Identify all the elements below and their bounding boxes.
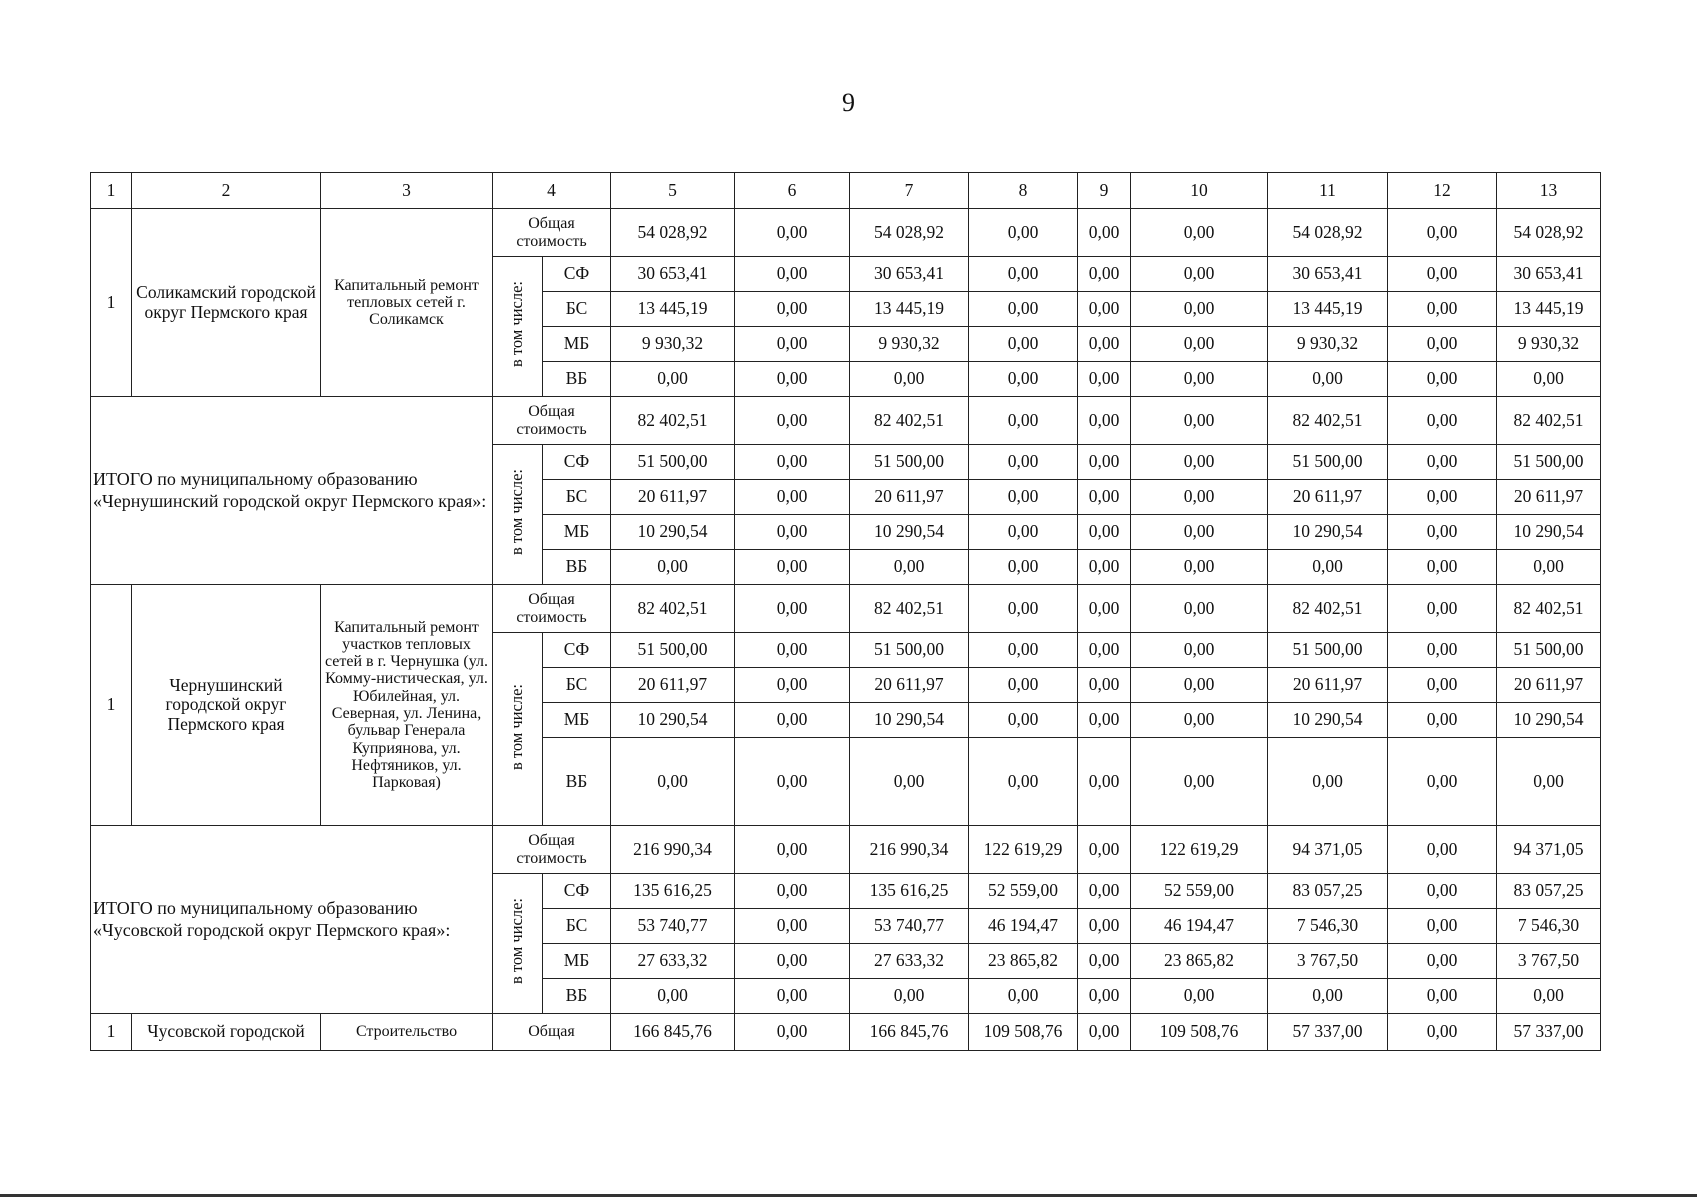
value-cell: 0,00 [1131,480,1268,515]
value-cell: 27 633,32 [850,944,969,979]
value-cell: 54 028,92 [1268,209,1388,257]
value-cell: 0,00 [735,209,850,257]
value-cell: 0,00 [1078,257,1131,292]
value-cell: 53 740,77 [611,909,735,944]
value-cell: 0,00 [969,979,1078,1014]
value-cell: 52 559,00 [1131,874,1268,909]
value-cell: 0,00 [1268,979,1388,1014]
value-cell: 0,00 [1388,397,1497,445]
value-cell: 10 290,54 [1497,515,1601,550]
value-cell: 0,00 [969,327,1078,362]
value-cell: 0,00 [1388,738,1497,826]
municipality-name: Соликамский городской округ Пермского края [132,209,321,397]
value-cell: 7 546,30 [1268,909,1388,944]
table-row [91,397,1601,445]
value-cell: 7 546,30 [1497,909,1601,944]
header-cell: 1 [91,173,132,209]
value-cell: 82 402,51 [1268,397,1388,445]
value-cell: 20 611,97 [611,480,735,515]
header-cell: 11 [1268,173,1388,209]
value-cell: 0,00 [1268,550,1388,585]
value-cell: 166 845,76 [850,1014,969,1051]
value-cell: 135 616,25 [611,874,735,909]
value-cell: 0,00 [735,826,850,874]
value-cell: 0,00 [850,362,969,397]
value-cell: 82 402,51 [1497,585,1601,633]
value-cell: 0,00 [969,480,1078,515]
value-cell: 13 445,19 [850,292,969,327]
work-description: Капитальный ремонт тепловых сетей г. Соликамск [321,209,493,397]
value-cell: 0,00 [1268,738,1388,826]
value-cell: 13 445,19 [1268,292,1388,327]
value-cell: 10 290,54 [1268,515,1388,550]
work-description: Капитальный ремонт участков тепловых сетей в г. Чернушка (ул. Комму-нистическая, ул. Юбилейная, ул. Северная, ул. Ленина, бульвар Генерала Куприянова, ул. Нефтяников, ул. Парковая) [321,585,493,826]
value-cell: 13 445,19 [1497,292,1601,327]
header-cell: 2 [132,173,321,209]
value-cell: 54 028,92 [850,209,969,257]
fund-type-label: МБ [543,515,611,550]
value-cell: 0,00 [969,668,1078,703]
row-number: 1 [91,1014,132,1051]
value-cell: 0,00 [1078,550,1131,585]
fund-type-label: СФ [543,257,611,292]
value-cell: 46 194,47 [969,909,1078,944]
value-cell: 9 930,32 [1497,327,1601,362]
value-cell: 0,00 [1078,1014,1131,1051]
incl-label: в том числе: [507,281,527,368]
header-cell: 3 [321,173,493,209]
value-cell: 3 767,50 [1497,944,1601,979]
summary-title: ИТОГО по муниципальному образованию «Чернушинский городской округ Пермского края»: [91,397,493,585]
value-cell: 0,00 [1131,292,1268,327]
value-cell: 0,00 [1388,874,1497,909]
value-cell: 0,00 [969,209,1078,257]
value-cell: 0,00 [735,944,850,979]
value-cell: 0,00 [1388,585,1497,633]
value-cell: 0,00 [1078,292,1131,327]
value-cell: 13 445,19 [611,292,735,327]
value-cell: 0,00 [735,979,850,1014]
value-cell: 0,00 [969,550,1078,585]
value-cell: 10 290,54 [611,703,735,738]
header-cell: 8 [969,173,1078,209]
value-cell: 0,00 [1131,585,1268,633]
value-cell: 0,00 [1268,362,1388,397]
value-cell: 9 930,32 [850,327,969,362]
value-cell: 0,00 [1131,397,1268,445]
fund-type-label: ВБ [543,362,611,397]
value-cell: 20 611,97 [1497,668,1601,703]
value-cell: 0,00 [1078,703,1131,738]
value-cell: 122 619,29 [1131,826,1268,874]
fund-type-label: ВБ [543,550,611,585]
value-cell: 51 500,00 [1268,445,1388,480]
value-cell: 0,00 [969,633,1078,668]
header-cell: 4 [493,173,611,209]
value-cell: 51 500,00 [850,633,969,668]
value-cell: 0,00 [1078,397,1131,445]
value-cell: 3 767,50 [1268,944,1388,979]
value-cell: 51 500,00 [1497,633,1601,668]
value-cell: 0,00 [1131,257,1268,292]
value-cell: 20 611,97 [1268,668,1388,703]
value-cell: 30 653,41 [850,257,969,292]
value-cell: 0,00 [1388,979,1497,1014]
value-cell: 23 865,82 [969,944,1078,979]
value-cell: 0,00 [1388,668,1497,703]
value-cell: 54 028,92 [1497,209,1601,257]
value-cell: 0,00 [1388,292,1497,327]
value-cell: 0,00 [969,703,1078,738]
fund-type-label: МБ [543,327,611,362]
value-cell: 51 500,00 [850,445,969,480]
value-cell: 0,00 [1131,445,1268,480]
value-cell: 0,00 [735,668,850,703]
value-cell: 51 500,00 [1268,633,1388,668]
header-cell: 13 [1497,173,1601,209]
value-cell: 54 028,92 [611,209,735,257]
value-cell: 0,00 [1078,944,1131,979]
value-cell: 51 500,00 [611,633,735,668]
incl-label-cell [493,257,543,397]
value-cell: 20 611,97 [1268,480,1388,515]
value-cell: 0,00 [735,1014,850,1051]
value-cell: 0,00 [735,257,850,292]
incl-label: в том числе: [507,898,527,985]
value-cell: 23 865,82 [1131,944,1268,979]
value-cell: 10 290,54 [1497,703,1601,738]
value-cell: 0,00 [735,292,850,327]
value-cell: 0,00 [735,633,850,668]
value-cell: 0,00 [1388,257,1497,292]
value-cell: 0,00 [1497,738,1601,826]
value-cell: 27 633,32 [611,944,735,979]
value-cell: 20 611,97 [1497,480,1601,515]
value-cell: 0,00 [1078,585,1131,633]
value-cell: 0,00 [969,292,1078,327]
value-cell: 0,00 [735,397,850,445]
work-description: Строительство [321,1014,493,1051]
header-cell: 7 [850,173,969,209]
header-cell: 5 [611,173,735,209]
value-cell: 0,00 [969,257,1078,292]
value-cell: 0,00 [1131,979,1268,1014]
value-cell: 0,00 [1078,209,1131,257]
incl-label-cell [493,445,543,585]
value-cell: 9 930,32 [611,327,735,362]
value-cell: 0,00 [1078,874,1131,909]
column-number-row [91,173,1601,209]
value-cell: 0,00 [1078,327,1131,362]
value-cell: 0,00 [1078,480,1131,515]
fund-type-label: МБ [543,944,611,979]
value-cell: 0,00 [1131,703,1268,738]
value-cell: 51 500,00 [611,445,735,480]
value-cell: 0,00 [969,515,1078,550]
value-cell: 216 990,34 [611,826,735,874]
value-cell: 0,00 [1388,445,1497,480]
value-cell: 53 740,77 [850,909,969,944]
value-cell: 0,00 [735,480,850,515]
value-cell: 109 508,76 [969,1014,1078,1051]
value-cell: 0,00 [611,738,735,826]
value-cell: 0,00 [1078,633,1131,668]
total-cost-label: Общая [493,1014,611,1051]
value-cell: 0,00 [1388,1014,1497,1051]
value-cell: 216 990,34 [850,826,969,874]
header-cell: 10 [1131,173,1268,209]
value-cell: 122 619,29 [969,826,1078,874]
total-cost-label: Общая стоимость [493,209,611,257]
value-cell: 0,00 [1078,515,1131,550]
value-cell: 0,00 [735,550,850,585]
value-cell: 82 402,51 [611,585,735,633]
value-cell: 0,00 [969,585,1078,633]
value-cell: 166 845,76 [611,1014,735,1051]
value-cell: 0,00 [1078,909,1131,944]
value-cell: 0,00 [1388,944,1497,979]
value-cell: 0,00 [1497,979,1601,1014]
value-cell: 0,00 [969,397,1078,445]
value-cell: 0,00 [735,738,850,826]
fund-type-label: БС [543,668,611,703]
table-row [91,1014,1601,1051]
incl-label: в том числе: [507,469,527,556]
value-cell: 83 057,25 [1268,874,1388,909]
value-cell: 46 194,47 [1131,909,1268,944]
value-cell: 0,00 [735,445,850,480]
value-cell: 0,00 [1388,480,1497,515]
value-cell: 30 653,41 [1497,257,1601,292]
value-cell: 0,00 [735,585,850,633]
value-cell: 0,00 [1497,550,1601,585]
value-cell: 0,00 [1497,362,1601,397]
value-cell: 0,00 [969,362,1078,397]
value-cell: 30 653,41 [1268,257,1388,292]
value-cell: 0,00 [1131,668,1268,703]
fund-type-label: БС [543,292,611,327]
value-cell: 0,00 [735,362,850,397]
value-cell: 82 402,51 [1268,585,1388,633]
value-cell: 82 402,51 [850,585,969,633]
table-row [91,826,1601,874]
value-cell: 0,00 [1131,515,1268,550]
value-cell: 0,00 [1388,909,1497,944]
value-cell: 0,00 [1131,327,1268,362]
value-cell: 0,00 [1388,826,1497,874]
table-row [91,585,1601,633]
header-cell: 12 [1388,173,1497,209]
value-cell: 0,00 [1388,703,1497,738]
fund-type-label: БС [543,480,611,515]
value-cell: 57 337,00 [1268,1014,1388,1051]
value-cell: 94 371,05 [1497,826,1601,874]
table-body [91,173,1601,1051]
value-cell: 10 290,54 [850,515,969,550]
value-cell: 0,00 [1131,209,1268,257]
fund-type-label: ВБ [543,738,611,826]
value-cell: 0,00 [1388,209,1497,257]
value-cell: 30 653,41 [611,257,735,292]
value-cell: 0,00 [611,362,735,397]
total-cost-label: Общая стоимость [493,585,611,633]
value-cell: 82 402,51 [1497,397,1601,445]
incl-label: в том числе: [507,683,527,770]
value-cell: 20 611,97 [850,668,969,703]
value-cell: 0,00 [611,979,735,1014]
incl-label-cell [493,874,543,1014]
total-cost-label: Общая стоимость [493,397,611,445]
fund-type-label: СФ [543,445,611,480]
value-cell: 0,00 [1078,738,1131,826]
value-cell: 0,00 [1078,668,1131,703]
value-cell: 10 290,54 [611,515,735,550]
value-cell: 0,00 [1388,515,1497,550]
value-cell: 0,00 [1388,327,1497,362]
fund-type-label: ВБ [543,979,611,1014]
header-cell: 6 [735,173,850,209]
value-cell: 0,00 [611,550,735,585]
value-cell: 0,00 [1078,362,1131,397]
value-cell: 0,00 [735,909,850,944]
total-cost-label: Общая стоимость [493,826,611,874]
value-cell: 9 930,32 [1268,327,1388,362]
table-row [91,209,1601,257]
row-number: 1 [91,209,132,397]
value-cell: 20 611,97 [850,480,969,515]
value-cell: 10 290,54 [1268,703,1388,738]
value-cell: 109 508,76 [1131,1014,1268,1051]
value-cell: 0,00 [1078,979,1131,1014]
value-cell: 0,00 [1388,362,1497,397]
value-cell: 0,00 [735,874,850,909]
value-cell: 94 371,05 [1268,826,1388,874]
value-cell: 0,00 [850,738,969,826]
value-cell: 0,00 [1131,633,1268,668]
value-cell: 0,00 [1131,550,1268,585]
fund-type-label: СФ [543,633,611,668]
incl-label-cell [493,633,543,826]
value-cell: 0,00 [735,703,850,738]
value-cell: 0,00 [969,738,1078,826]
value-cell: 52 559,00 [969,874,1078,909]
page-number: 9 [842,88,855,117]
value-cell: 0,00 [969,445,1078,480]
value-cell: 83 057,25 [1497,874,1601,909]
value-cell: 0,00 [1078,445,1131,480]
funding-table [90,172,1601,1051]
value-cell: 82 402,51 [611,397,735,445]
fund-type-label: МБ [543,703,611,738]
header-cell: 9 [1078,173,1131,209]
value-cell: 51 500,00 [1497,445,1601,480]
value-cell: 0,00 [735,327,850,362]
value-cell: 0,00 [850,550,969,585]
municipality-name: Чусовской городской [132,1014,321,1051]
value-cell: 0,00 [1131,738,1268,826]
value-cell: 0,00 [1078,826,1131,874]
value-cell: 20 611,97 [611,668,735,703]
municipality-name: Чернушинский городской округ Пермского края [132,585,321,826]
value-cell: 0,00 [735,515,850,550]
bottom-rule [0,1194,1697,1197]
value-cell: 0,00 [1131,362,1268,397]
value-cell: 135 616,25 [850,874,969,909]
fund-type-label: СФ [543,874,611,909]
value-cell: 10 290,54 [850,703,969,738]
value-cell: 57 337,00 [1497,1014,1601,1051]
fund-type-label: БС [543,909,611,944]
value-cell: 82 402,51 [850,397,969,445]
value-cell: 0,00 [1388,633,1497,668]
value-cell: 0,00 [1388,550,1497,585]
summary-title: ИТОГО по муниципальному образованию «Чусовской городской округ Пермского края»: [91,826,493,1014]
row-number: 1 [91,585,132,826]
value-cell: 0,00 [850,979,969,1014]
